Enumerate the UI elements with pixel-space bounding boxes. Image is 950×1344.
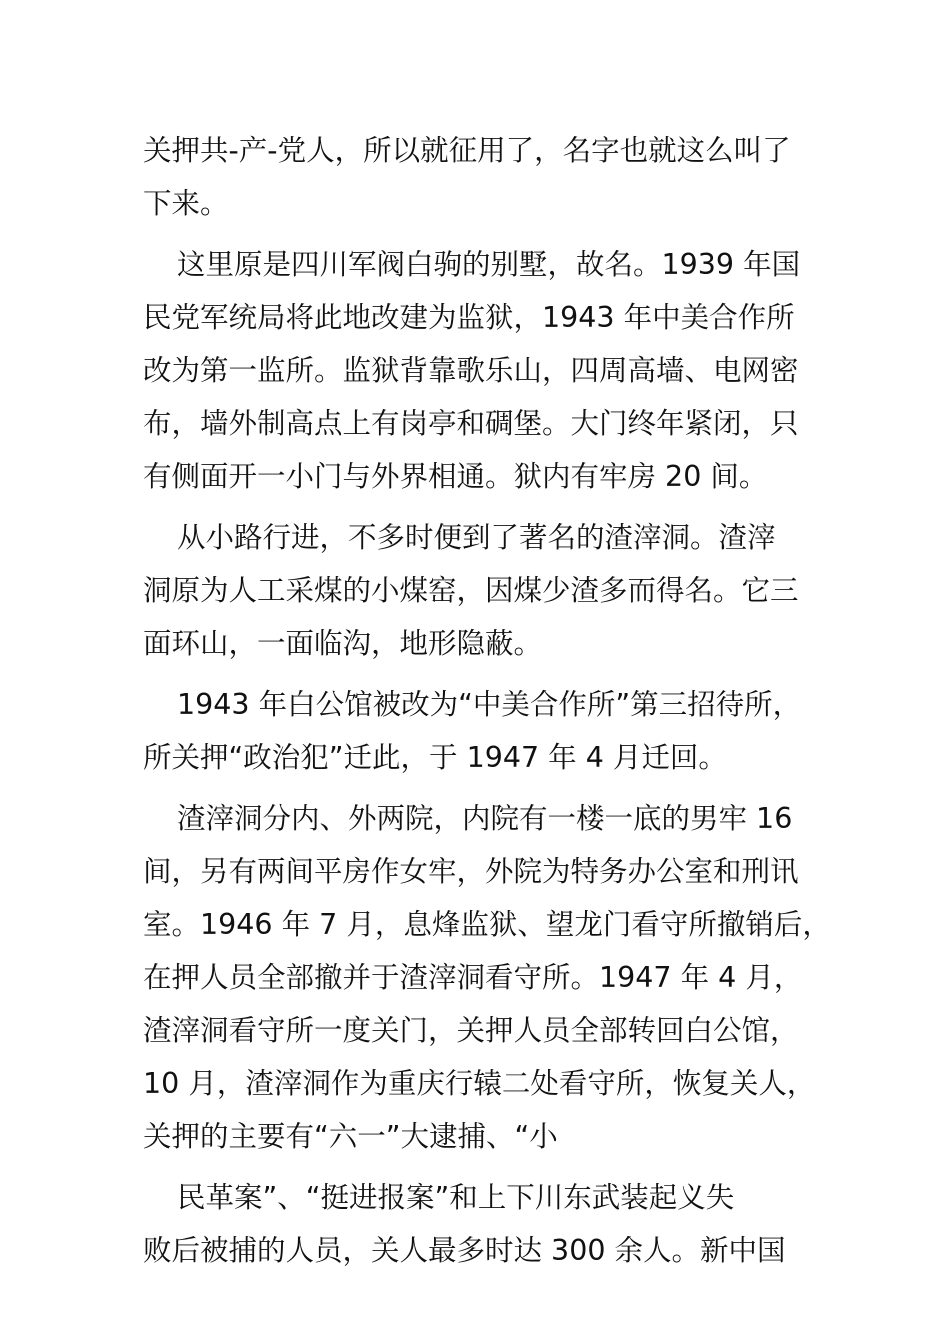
text-line: 洞原为人工采煤的小煤窑，因煤少渣多而得名。它三 — [143, 574, 799, 607]
text-line: 有侧面开一小门与外界相通。狱内有牢房 20 间。 — [143, 460, 768, 493]
paragraph — [143, 792, 831, 1163]
text-line: 所关押“政治犯”迁此，于 1947 年 4 月迁回。 — [143, 741, 727, 774]
document-body — [143, 124, 831, 1277]
text-line: 面环山，一面临沟，地形隐蔽。 — [143, 627, 543, 660]
paragraph — [143, 124, 811, 230]
text-line: 渣滓洞分内、外两院，内院有一楼一底的男牢 16 — [177, 802, 793, 835]
text-line: 改为第一监所。监狱背靠歌乐山，四周高墙、电网密 — [143, 354, 799, 387]
text-line: 关押共-产-党人，所以就征用了，名字也就这么叫了 — [143, 134, 791, 167]
text-line: 败后被捕的人员，关人最多时达 300 余人。新中国 — [143, 1234, 786, 1267]
text-line: 在押人员全部撤并于渣滓洞看守所。1947 年 4 月， — [143, 961, 803, 994]
text-line: 渣滓洞看守所一度关门，关押人员全部转回白公馆， — [143, 1014, 799, 1047]
text-line: 下来。 — [143, 187, 229, 220]
text-line: 间，另有两间平房作女牢，外院为特务办公室和刑讯 — [143, 855, 799, 888]
paragraph — [143, 238, 811, 503]
paragraph — [143, 1171, 811, 1277]
paragraph — [143, 511, 811, 670]
text-line: 从小路行进，不多时便到了著名的渣滓洞。渣滓 — [177, 521, 776, 554]
text-line: 这里原是四川军阀白驹的别墅，故名。1939 年国 — [177, 248, 801, 281]
paragraph — [143, 678, 811, 784]
text-line: 关押的主要有“六一”大逮捕、“小 — [143, 1120, 558, 1153]
text-line: 布，墙外制高点上有岗亭和碉堡。大门终年紧闭，只 — [143, 407, 799, 440]
text-line: 民党军统局将此地改建为监狱，1943 年中美合作所 — [143, 301, 795, 334]
text-line: 民革案”、“挺进报案”和上下川东武装起义失 — [177, 1181, 735, 1214]
text-line: 室。1946 年 7 月，息烽监狱、望龙门看守所撤销后， — [143, 908, 831, 941]
text-line: 10 月，渣滓洞作为重庆行辕二处看守所，恢复关人， — [143, 1067, 816, 1100]
text-line: 1943 年白公馆被改为“中美合作所”第三招待所， — [177, 688, 802, 721]
